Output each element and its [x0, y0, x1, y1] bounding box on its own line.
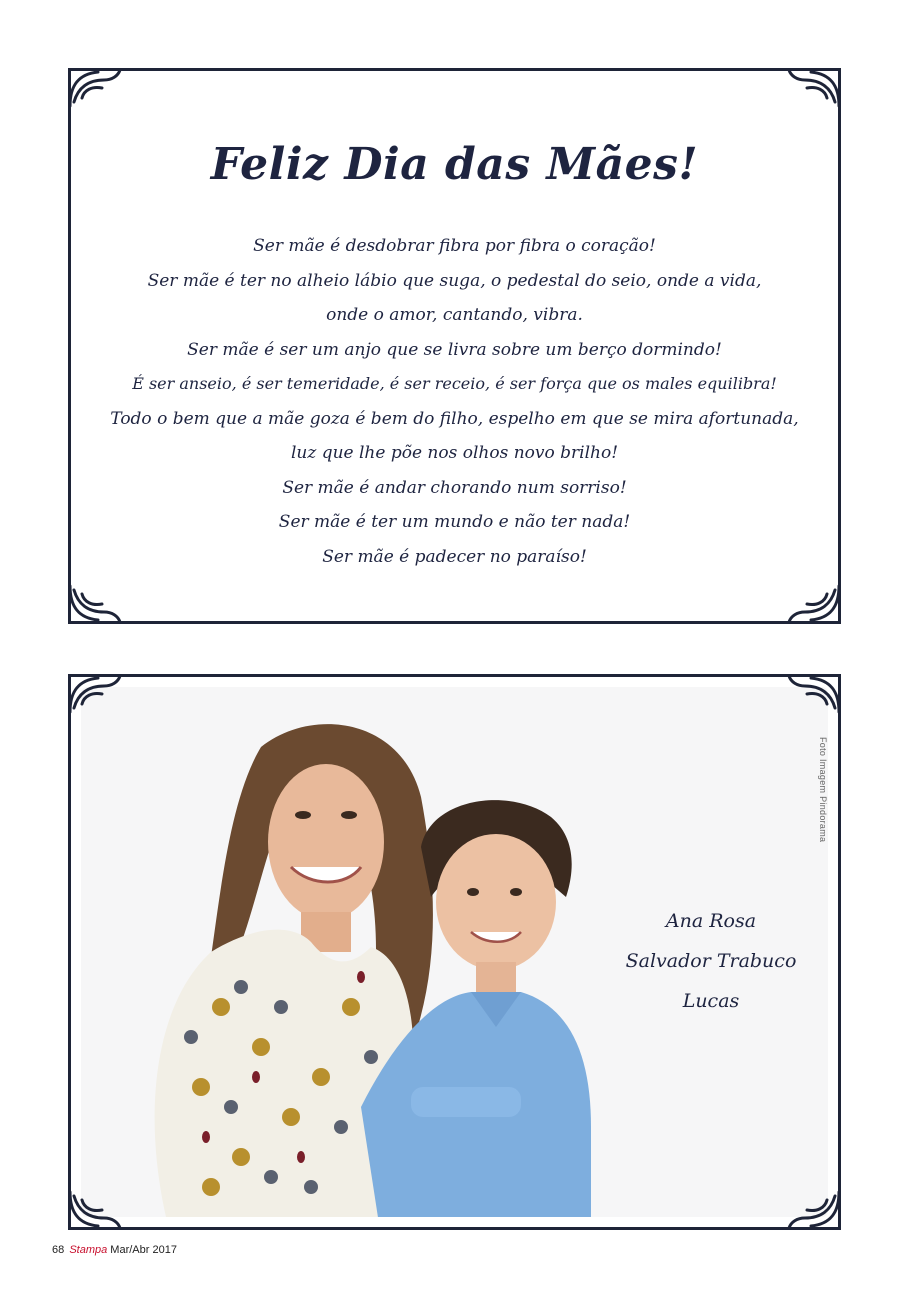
ornament-corner-icon	[68, 674, 122, 714]
name-line: Salvador Trabuco	[625, 950, 797, 972]
mother-son-photo	[111, 707, 611, 1217]
ornament-corner-icon	[787, 68, 841, 108]
poem-line: Ser mãe é desdobrar fibra por fibra o coração!	[253, 236, 656, 256]
poem-text	[91, 229, 818, 574]
poem-line: É ser anseio, é ser temeridade, é ser receio, é ser força que os males equilibra!	[132, 374, 777, 393]
ornament-corner-icon	[787, 1190, 841, 1230]
poem-line: Ser mãe é ter um mundo e não ter nada!	[278, 512, 631, 532]
name-line: Lucas	[682, 990, 740, 1012]
ornament-corner-icon	[68, 1190, 122, 1230]
ornament-corner-icon	[68, 584, 122, 624]
issue-date: Mar/Abr 2017	[110, 1244, 177, 1256]
page-title: Feliz Dia das Mães!	[210, 139, 699, 190]
photo-panel	[81, 687, 828, 1217]
page-number: 68	[52, 1244, 65, 1256]
ornament-corner-icon	[787, 674, 841, 714]
poem-line: onde o amor, cantando, vibra.	[326, 305, 583, 325]
page-footer	[52, 1244, 177, 1256]
poem-line: Ser mãe é padecer no paraíso!	[322, 546, 587, 567]
names-caption	[621, 901, 801, 1021]
poem-line: Ser mãe é ser um anjo que se livra sobre um berço dormindo!	[187, 339, 722, 360]
poem-line: luz que lhe põe nos olhos novo brilho!	[290, 443, 619, 463]
poem-line: Todo o bem que a mãe goza é bem do filho, espelho em que se mira afortunada,	[110, 408, 799, 429]
ornament-corner-icon	[787, 584, 841, 624]
magazine-name: Stampa	[69, 1244, 108, 1256]
poem-line: Ser mãe é andar chorando num sorriso!	[282, 477, 627, 498]
photo-credit: Foto Imagem Pindorama	[818, 737, 828, 843]
ornament-corner-icon	[68, 68, 122, 108]
name-line: Ana Rosa	[665, 910, 757, 932]
poem-line: Ser mãe é ter no alheio lábio que suga, o pedestal do seio, onde a vida,	[147, 270, 762, 291]
poem-card	[68, 68, 841, 624]
photo-card	[68, 674, 841, 1230]
